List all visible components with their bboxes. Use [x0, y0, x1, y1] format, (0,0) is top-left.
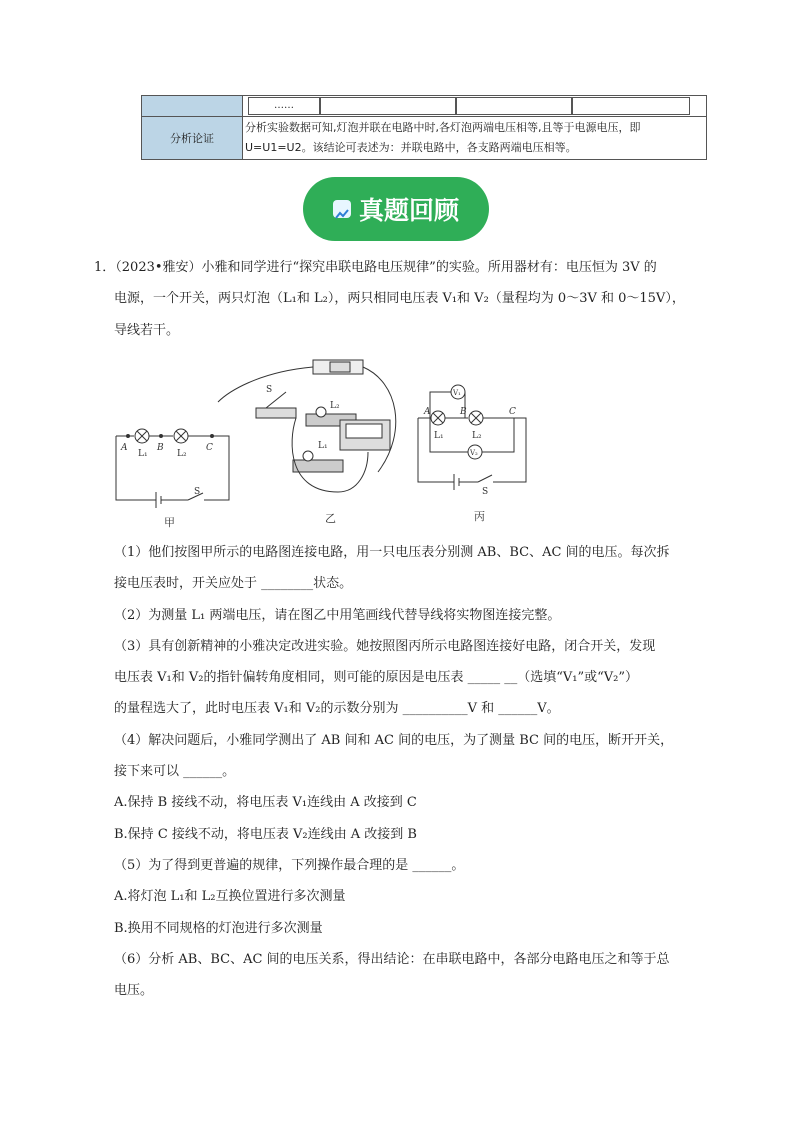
q5-line: （5）为了得到更普遍的规律，下列操作最合理的是 ______。	[114, 857, 465, 873]
table-row-dots	[243, 96, 707, 117]
caption-bing: 丙	[474, 510, 485, 523]
q2-line: （2）为测量 L₁ 两端电压，请在图乙中用笔画线代替导线将实物图连接完整。	[114, 607, 561, 623]
label-A: A	[121, 443, 128, 453]
label-L1-3: L₁	[434, 431, 444, 441]
caption-jia: 甲	[164, 516, 175, 529]
label-L2-3: L₂	[472, 431, 482, 441]
q6-line-1: （6）分析 AB、BC、AC 间的电压关系，得出结论：在串联电路中，各部分电路电压之和等于总	[114, 951, 670, 967]
physical-diagram-yi	[218, 360, 396, 492]
stem-line-2: 电源，一个开关，两只灯泡（L₁和 L₂），两只相同电压表 V₁和 V₂（量程均为 0～3V 和 0～15V），	[114, 291, 685, 307]
q4-option-a: A.保持 B 接线不动，将电压表 V₁连线由 A 改接到 C	[114, 795, 417, 811]
dots-cell: ……	[248, 97, 320, 115]
label-L1: L₁	[138, 449, 148, 459]
label-L2-2: L₂	[330, 401, 340, 411]
label-V2: V₂	[470, 449, 478, 457]
q4-option-b: B.保持 C 接线不动，将电压表 V₂连线由 A 改接到 B	[114, 826, 417, 842]
label-B: B	[157, 443, 164, 453]
q3-line-2: 电压表 V₁和 V₂的指针偏转角度相同，则可能的原因是电压表 _____ __（选填“V₁”或“V₂”）	[114, 670, 639, 686]
q1-line-1: （1）他们按图甲所示的电路图连接电路，用一只电压表分别测 AB、BC、AC 间的电压。每次拆	[114, 545, 670, 560]
table-header-empty	[142, 96, 243, 117]
q4-line-2: 接下来可以 ______。	[114, 764, 236, 780]
q6-line-2: 电压。	[114, 983, 154, 999]
circuit-diagram-bing	[418, 385, 526, 497]
label-L2: L₂	[177, 449, 187, 459]
label-C-3: C	[509, 407, 516, 417]
label-V1: V₁	[453, 389, 461, 397]
analysis-label: 分析论证	[142, 117, 243, 160]
chart-icon	[333, 200, 351, 218]
label-C: C	[206, 443, 213, 453]
label-A-3: A	[424, 407, 431, 417]
q3-line-1: （3）具有创新精神的小雅决定改进实验。她按照图丙所示电路图连接好电路，闭合开关，发现	[114, 638, 656, 654]
analysis-text: 分析实验数据可知,灯泡并联在电路中时,各灯泡两端电压相等,且等于电源电压，即U=U1=U2。该结论可表述为：并联电路中，各支路两端电压相等。	[243, 117, 707, 160]
section-badge	[303, 177, 489, 241]
subquestions	[94, 537, 704, 1006]
section-title: 真题回顾	[358, 196, 459, 225]
circuit-diagram-jia	[116, 429, 229, 508]
q5-option-a: A.将灯泡 L₁和 L₂互换位置进行多次测量	[114, 889, 346, 905]
question-block	[94, 252, 704, 346]
label-S: S	[194, 487, 201, 497]
label-B-3: B	[460, 407, 467, 417]
stem-line-3: 导线若干。	[114, 322, 180, 338]
label-L1-2: L₁	[318, 441, 328, 451]
q3-line-3: 的量程选大了，此时电压表 V₁和 V₂的示数分别为 __________V 和 ______V。	[114, 701, 560, 717]
caption-yi: 乙	[325, 512, 336, 525]
data-table	[141, 95, 707, 160]
q5-option-b: B.换用不同规格的灯泡进行多次测量	[114, 920, 323, 936]
q4-line-1: （4）解决问题后，小雅同学测出了 AB 间和 AC 间的电压，为了测量 BC 间的电压，断开开关，	[114, 732, 674, 748]
stem-line-1: 1．（2023•雅安）小雅和同学进行“探究串联电路电压规律”的实验。所用器材有：电压恒为 3V 的	[94, 260, 657, 275]
q1-line-2: 接电压表时，开关应处于 ________状态。	[114, 576, 353, 592]
label-S-3: S	[482, 487, 489, 497]
circuit-figures	[108, 352, 538, 532]
label-S-2: S	[266, 385, 273, 395]
